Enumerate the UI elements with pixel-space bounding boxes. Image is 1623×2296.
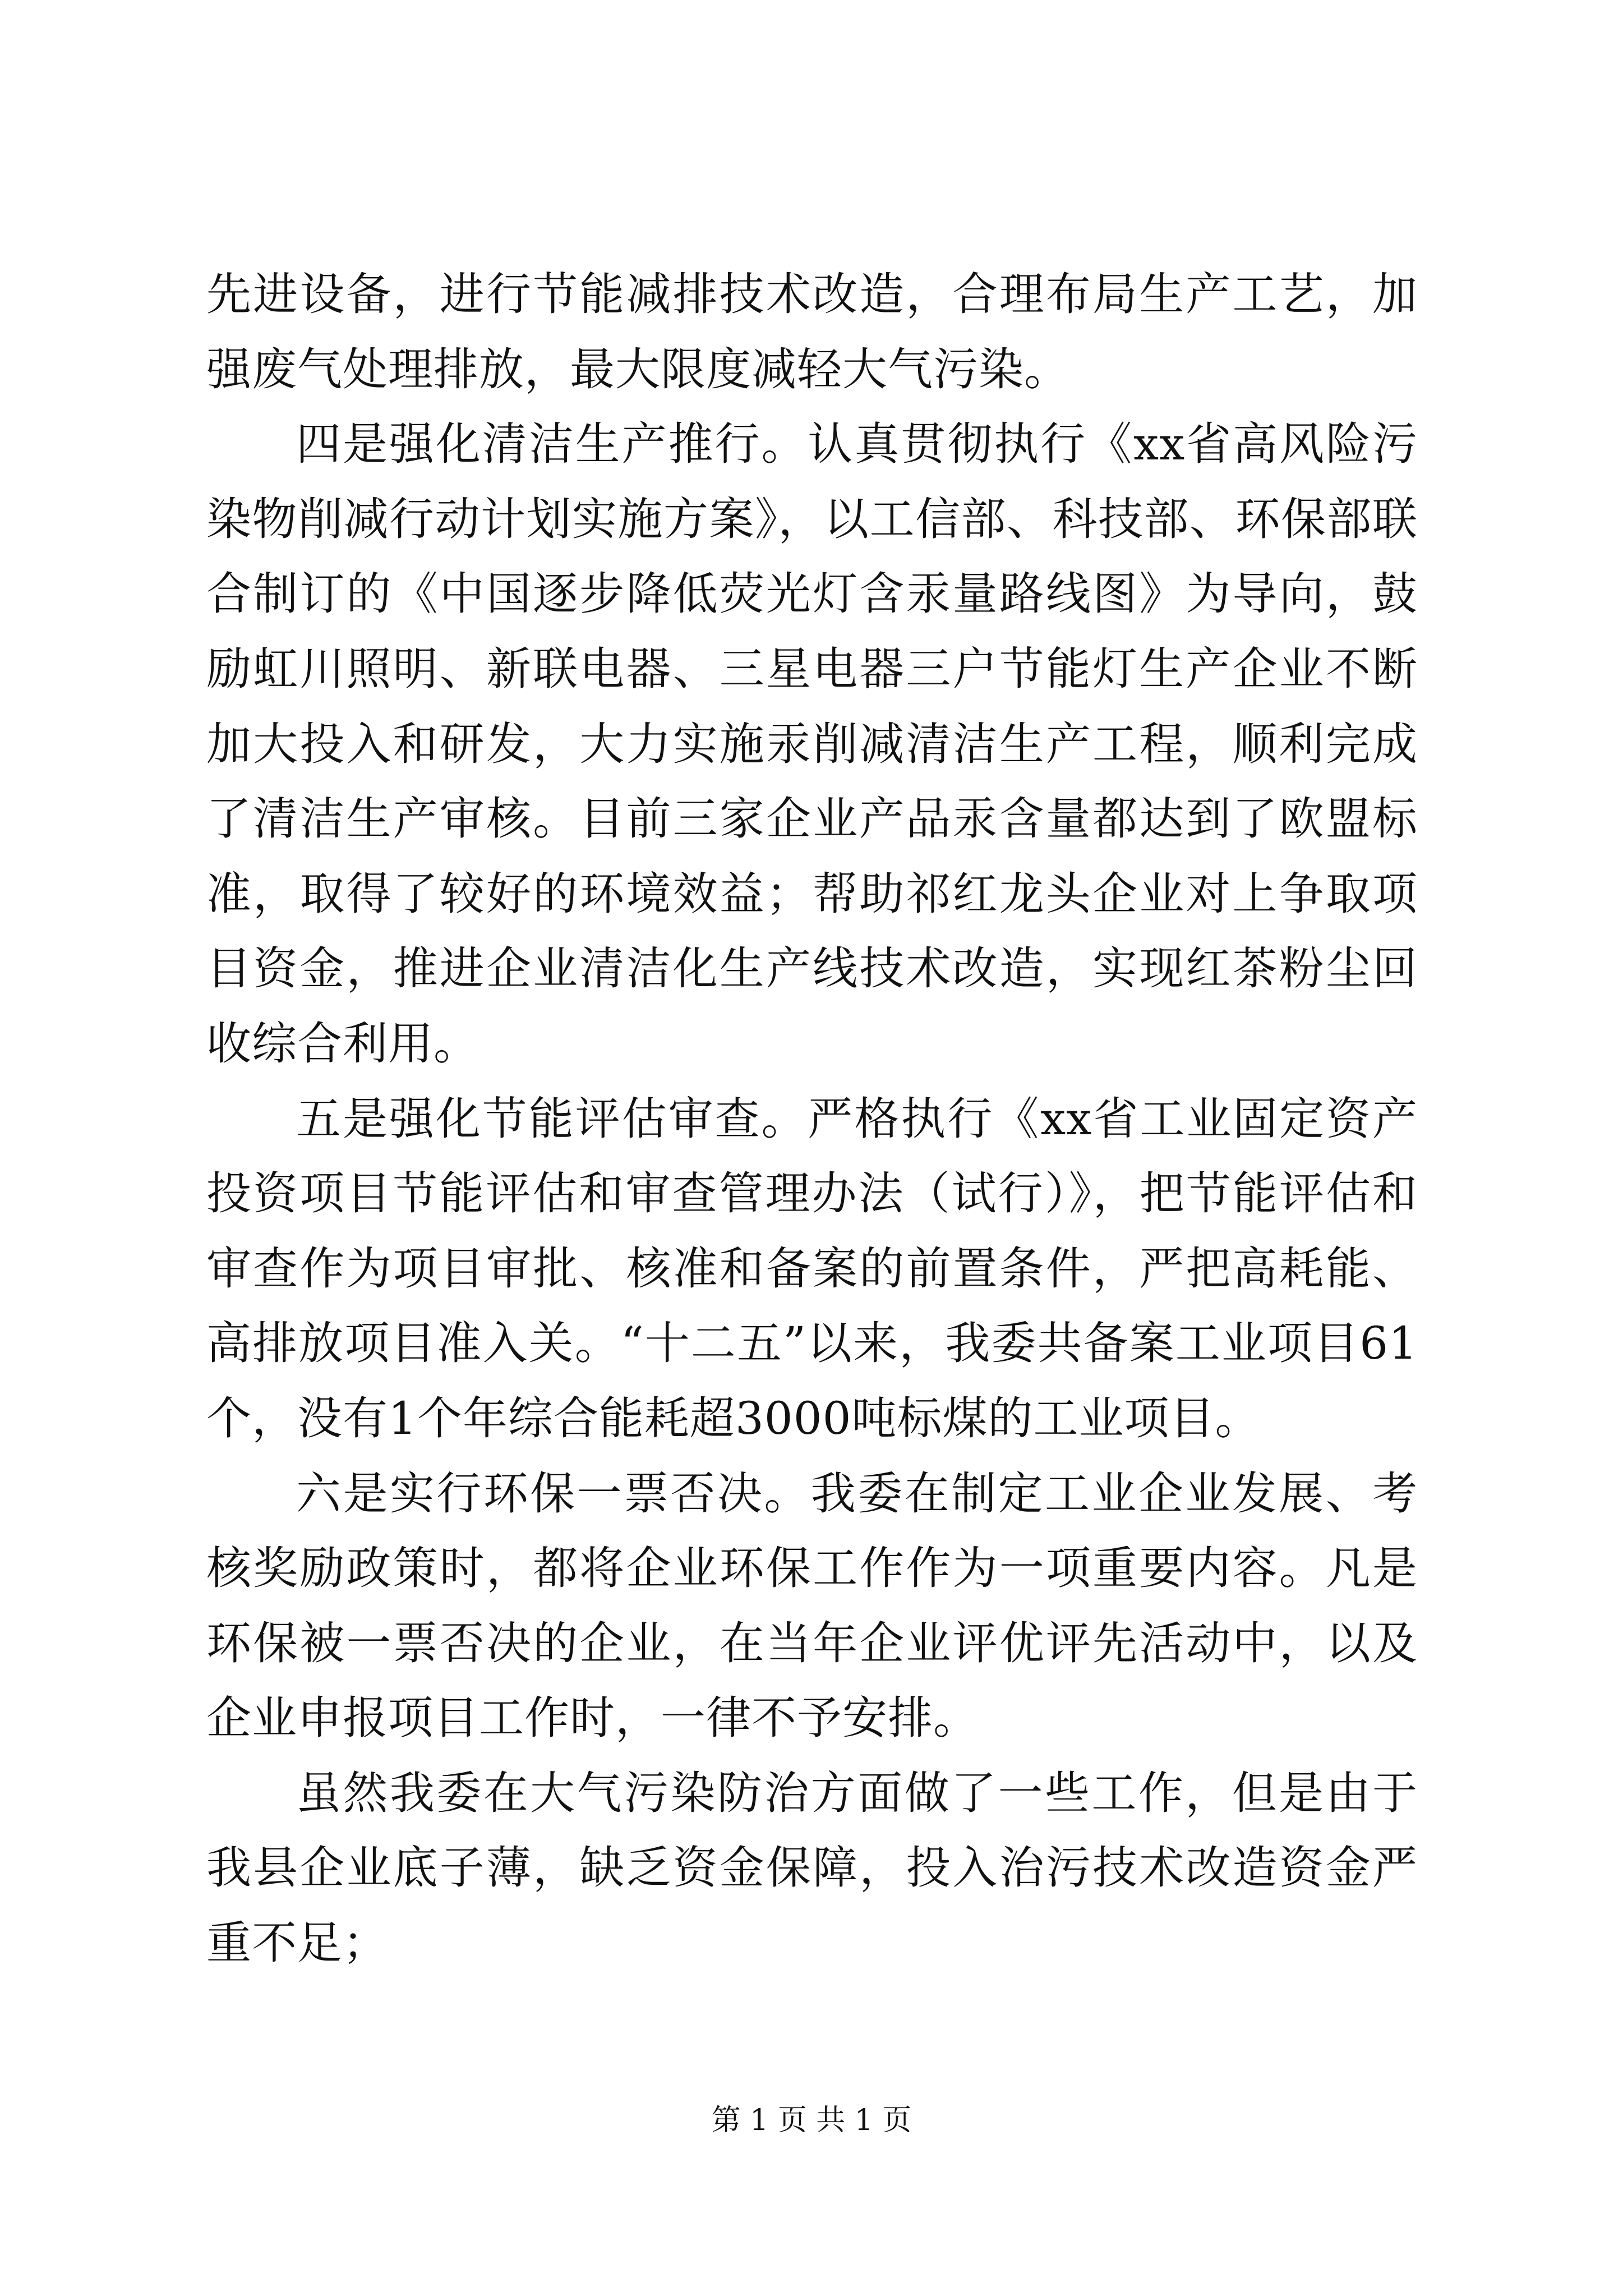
paragraph-challenges: 虽然我委在大气污染防治方面做了一些工作，但是由于我县企业底子薄，缺乏资金保障，投入治污技术改造资金严重不足；: [206, 1766, 1418, 1970]
paragraph-cleaner-production: 四是强化清洁生产推行。认真贯彻执行《xx省高风险污染物削减行动计划实施方案》，以工信部、科技部、环保部联合制订的《中国逐步降低荧光灯含汞量路线图》为导向，鼓励虹川照明、新联电器、三星电器三户节能灯生产企业不断加大投入和研发，大力实施汞削减清洁生产工程，顺利完成了清洁生产审核。目前三家企业产品汞含量都达到了欧盟标准，取得了较好的环境效益；帮助祁红龙头企业对上争取项目资金，推进企业清洁化生产线技术改造，实现红茶粉尘回收综合利用。: [206, 418, 1418, 1070]
paragraph-energy-assessment: 五是强化节能评估审查。严格执行《xx省工业固定资产投资项目节能评估和审查管理办法（试行）》，把节能评估和审查作为项目审批、核准和备案的前置条件，严把高耗能、高排放项目准入关。“十二五”以来，我委共备案工业项目61个，没有1个年综合能耗超3000吨标煤的工业项目。: [206, 1092, 1418, 1444]
paragraph-environmental-veto: 六是实行环保一票否决。我委在制定工业企业发展、考核奖励政策时，都将企业环保工作作为一项重要内容。凡是环保被一票否决的企业，在当年企业评优评先活动中，以及企业申报项目工作时，一律不予安排。: [206, 1467, 1418, 1745]
page-number-footer: 第 1 页 共 1 页: [711, 2104, 912, 2137]
paragraph-continuation: 先进设备，进行节能减排技术改造，合理布局生产工艺，加强废气处理排放，最大限度减轻大气污染。: [206, 268, 1418, 395]
document-body: [206, 257, 1418, 1981]
